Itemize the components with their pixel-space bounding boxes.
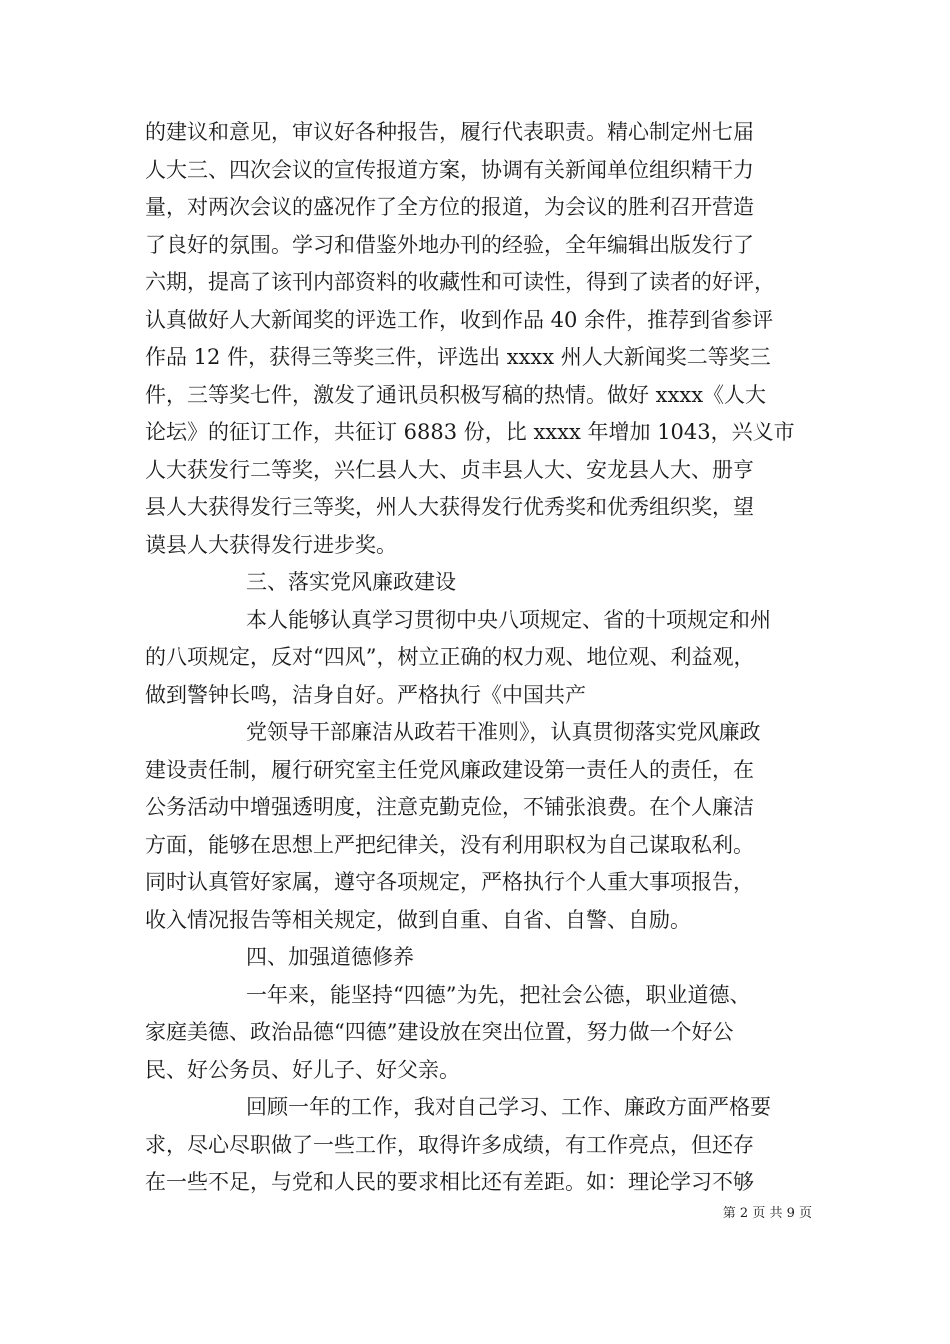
paragraph-first-line: 党领导干部廉洁从政若干准则》，认真贯彻落实党风廉政 <box>246 720 761 744</box>
text-line: 了良好的氛围。学习和借鉴外地办刊的经验，全年编辑出版发行了 <box>145 232 754 257</box>
text-line: 量，对两次会议的盛况作了全方位的报道，为会议的胜利召开营造 <box>145 195 754 219</box>
text-line: 的八项规定，反对“四风”，树立正确的权力观、地位观、利益观， <box>145 645 755 669</box>
text-line: 在一些不足，与党和人民的要求相比还有差距。如：理论学习不够 <box>145 1170 754 1194</box>
text-line: 方面，能够在思想上严把纪律关，没有利用职权为自己谋取私利。 <box>145 832 754 857</box>
text-line: 县人大获得发行三等奖，州人大获得发行优秀奖和优秀组织奖，望 <box>145 495 754 519</box>
text-line: 求，尽心尽职做了一些工作，取得许多成绩，有工作亮点，但还存 <box>145 1132 754 1157</box>
document-body <box>145 114 815 1202</box>
section-heading: 三、落实党风廉政建设 <box>246 570 456 594</box>
text-line: 同时认真管好家属，遵守各项规定，严格执行个人重大事项报告， <box>145 870 754 894</box>
text-line: 建设责任制，履行研究室主任党风廉政建设第一责任人的责任，在 <box>145 757 754 782</box>
paragraph-first-line: 本人能够认真学习贯彻中央八项规定、省的十项规定和州 <box>246 607 771 632</box>
text-line: 人大获发行二等奖，兴仁县人大、贞丰县人大、安龙县人大、册亨 <box>145 457 754 482</box>
text-line: 做到警钟长鸣，洁身自好。严格执行《中国共产 <box>145 682 586 707</box>
text-line: 收入情况报告等相关规定，做到自重、自省、自警、自励。 <box>145 907 691 932</box>
page-number: 第 2 页 共 9 页 <box>722 1206 812 1221</box>
text-line: 公务活动中增强透明度，注意克勤克俭，不铺张浪费。在个人廉洁 <box>145 795 754 819</box>
text-line: 六期，提高了该刊内部资料的收藏性和可读性，得到了读者的好评， <box>145 270 775 294</box>
text-line: 家庭美德、政治品德“四德”建设放在突出位置，努力做一个好公 <box>145 1020 734 1044</box>
paragraph-first-line: 回顾一年的工作，我对自己学习、工作、廉政方面严格要 <box>246 1095 771 1119</box>
text-line: 谟县人大获得发行进步奖。 <box>145 532 397 557</box>
text-line: 民、好公务员、好儿子、好父亲。 <box>145 1057 460 1082</box>
text-line: 件，三等奖七件，激发了通讯员积极写稿的热情。做好 xxxx《人大 <box>145 382 767 407</box>
text-line: 作品 12 件，获得三等奖三件，评选出 xxxx 州人大新闻奖二等奖三 <box>145 345 771 369</box>
text-line: 论坛》的征订工作，共征订 6883 份，比 xxxx 年增加 1043，兴义市 <box>145 420 795 444</box>
text-line: 认真做好人大新闻奖的评选工作，收到作品 40 余件，推荐到省参评 <box>145 307 774 332</box>
section-heading: 四、加强道德修养 <box>246 945 414 969</box>
text-line: 的建议和意见，审议好各种报告，履行代表职责。精心制定州七届 <box>145 120 754 144</box>
text-line: 人大三、四次会议的宣传报道方案，协调有关新闻单位组织精干力 <box>145 157 754 182</box>
paragraph-first-line: 一年来，能坚持“四德”为先，把社会公德，职业道德、 <box>246 982 751 1007</box>
